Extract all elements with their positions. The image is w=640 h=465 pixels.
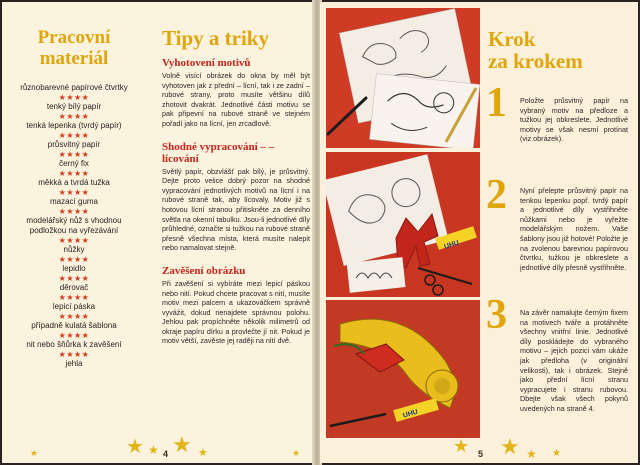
star-icon: ★ (198, 447, 208, 459)
star-icon: ★ (292, 448, 301, 458)
stars-divider: ★★★★ (58, 331, 90, 340)
tips-column (162, 8, 310, 428)
section-heading-motives: Vyhotovení motivů (162, 57, 251, 69)
material-item: mazací guma (49, 197, 99, 206)
stars-divider: ★★★★ (58, 255, 90, 264)
glue-label: UHU (402, 408, 419, 420)
stars-divider: ★★★★ (58, 312, 90, 321)
material-item: modelářský nůž s vhodnou podložkou na vyřezávání (26, 216, 122, 235)
material-item: lepicí páska (52, 302, 96, 311)
step-number-2: 2 (486, 172, 507, 218)
left-page (2, 2, 314, 463)
glue-label: UHU (443, 239, 460, 251)
material-item: různobarevné papírové čtvrtky (20, 83, 128, 92)
steps-title-line1: Krok (488, 27, 536, 51)
star-icon: ★ (500, 434, 520, 459)
right-page (320, 2, 638, 463)
section-text-alignment: Světlý papír, obzvlášť pak bílý, je průsvitný. Dejte proto velice dobrý pozor na shodné vypracování jednotlivých motivů na lícní i na rubové straně tak, aby lícovaly. Motiv již s hotovou lícní stranou přitiskněte za denního světla na okenní tabulku. Jsou-li jednotlivé díly průhledné, označte si tužkou na rubové straně přesně všechna místa, která musíte nalepit nebo namalovat stejně. (162, 166, 310, 253)
tracing-illustration (326, 8, 480, 148)
star-icon: ★ (552, 448, 561, 459)
section-heading-hanging: Zavěšení obrázku (162, 264, 246, 277)
materials-title-line1: Pracovní (37, 27, 111, 48)
star-icon: ★ (126, 436, 144, 458)
section-heading-alignment: Shodné vypracování – – lícování (162, 140, 275, 165)
steps-title (488, 28, 628, 72)
page-number-left: 4 (163, 449, 169, 459)
material-item: děrovač (59, 283, 89, 292)
step-text-3: Na závěr namalujte černým fixem na motivech tváře a protáhněte všechny vnitřní linie. Jednotlivé díly poskládejte do vybraného motivu – jejich pozici vám ukáže jak předloha (v originální velikosti), tak i obrázek. Stejně jako přední lícní stranu vypracujete i stranu rubovou. Dbejte však všech pokynů uvedených na straně 4. (520, 308, 628, 413)
star-icon: ★ (453, 436, 470, 456)
stars-divider: ★★★★ (58, 274, 90, 283)
stars-divider: ★★★★ (58, 236, 90, 245)
stars-divider: ★★★★ (58, 169, 90, 178)
material-item: případně kulatá šablona (31, 321, 117, 330)
section-text-hanging: Při zavěšení si vybíráte mezi lepicí páskou nebo nití. Pokud chcete pracovat s nití, musíte motiv mezi palcem a ukazováčkem správně vyvážit, dokud nenajdete správnou polohu. Jehlou pak propíchněte několik milimetrů od okraje papíru dírku a provlečte jí nit. Pokud je motiv větší, zavěste jej raději na nití dvě. (162, 278, 310, 346)
photo-step-1 (326, 8, 480, 148)
photo-step-3 (326, 300, 480, 438)
materials-list (10, 83, 138, 369)
materials-title (10, 27, 138, 69)
material-item: jehla (65, 359, 83, 368)
stars-divider: ★★★★ (58, 131, 90, 140)
page-number-right: 5 (478, 449, 484, 459)
stars-divider: ★★★★ (58, 150, 90, 159)
materials-title-line2: materiál (39, 48, 109, 69)
material-item: průsvitný papír (47, 140, 101, 149)
materials-column (10, 8, 138, 408)
stars-divider: ★★★★ (58, 207, 90, 216)
material-item: černý fix (59, 159, 89, 168)
section-text-motives: Volně visící obrázek do okna by měl být vyhotoven jak z přední – lícní, tak i ze zadní – rubové strany, proto musíte většinu dílů zhotovit dvakrát. Jednotlivé části motivu se pak připevní na rubové straně ve stejném pořadí jako na lícní, jen zrcadlově. (162, 71, 310, 128)
star-icon: ★ (172, 432, 192, 457)
material-item: tenká lepenka (tvrdý papír) (26, 121, 122, 130)
assembly-illustration (326, 300, 480, 438)
steps-title-line2: za krokem (488, 49, 583, 73)
stars-divider: ★★★★ (58, 188, 90, 197)
material-item: lepidlo (62, 264, 86, 273)
step-text-2: Nyní přelepte průsvitný papír na tenkou lepenku popř. tvrdý papír a jednotlivé díly vystřihněte nůžkami nebo je vyřežte modelářským nožem. Vaše šablony jsou již hotové! Položte je na zvolenou barevnou papírovou čtvrtku, tužkou je obkreslete a jednotlivé díly přesně vystřihněte. (520, 186, 628, 272)
stars-divider: ★★★★ (58, 293, 90, 302)
stars-divider: ★★★★ (58, 350, 90, 359)
stars-divider: ★★★★ (58, 112, 90, 121)
step-number-1: 1 (486, 80, 507, 126)
material-item: nůžky (63, 245, 85, 254)
material-item: tenký bílý papír (46, 102, 102, 111)
star-icon: ★ (148, 443, 159, 457)
material-item: nit nebo šňůrka k zavěšení (26, 340, 122, 349)
star-icon: ★ (30, 448, 39, 458)
tips-title: Tipy a triky (162, 26, 269, 50)
step-text-1: Položte průsvitný papír na vybraný motiv na předloze a tužkou jej obkreslete. Jednotlivé motivy se však nesmí protínat (viz obrázek). (520, 96, 628, 144)
photo-step-2 (326, 152, 480, 297)
step-number-3: 3 (486, 292, 507, 338)
templates-illustration (326, 152, 480, 297)
material-item: měkká a tvrdá tužka (38, 178, 110, 187)
star-icon: ★ (526, 447, 537, 461)
stars-divider: ★★★★ (58, 93, 90, 102)
